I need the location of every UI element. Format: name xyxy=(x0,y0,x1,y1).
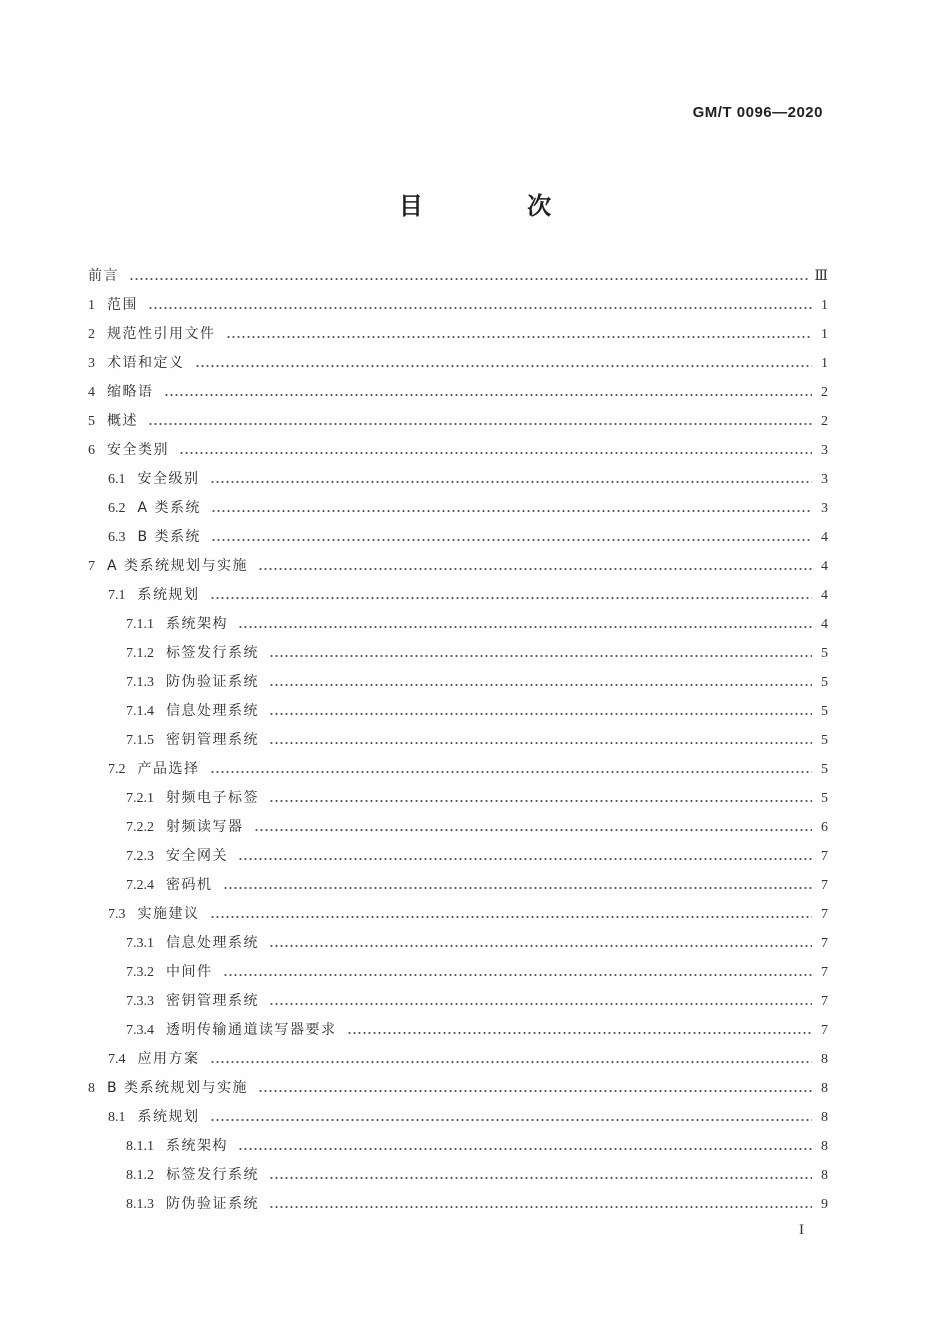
toc-entry-number: 7.1.2 xyxy=(126,646,154,661)
toc-entry-page-number: 8 xyxy=(821,1168,828,1183)
toc-entry[interactable] xyxy=(88,1045,828,1074)
dot-leader xyxy=(269,1206,812,1208)
toc-entry-title: A 类系统 xyxy=(137,500,202,516)
dot-leader xyxy=(195,365,813,367)
page-title: 目 次 xyxy=(398,192,600,220)
toc-entry-number: 7.3 xyxy=(108,907,126,922)
toc-entry-number: 7.2 xyxy=(108,762,126,777)
toc-entry-number: 7.3.3 xyxy=(126,994,154,1009)
dot-leader xyxy=(238,858,812,860)
toc-entry-page-number: 8 xyxy=(821,1139,828,1154)
toc-entry-title: A 类系统规划与实施 xyxy=(107,558,249,574)
toc-entry-page-number: 5 xyxy=(821,675,828,690)
toc-entry[interactable] xyxy=(88,465,828,494)
dot-leader xyxy=(254,829,813,831)
toc-entry-title: 密钥管理系统 xyxy=(166,993,259,1009)
toc-entry-page-number: 5 xyxy=(821,791,828,806)
toc-entry-number: 5 xyxy=(88,414,95,429)
toc-entry[interactable] xyxy=(88,523,828,552)
toc-entry-title: 防伪验证系统 xyxy=(166,1196,259,1212)
toc-entry-number: 7.1.3 xyxy=(126,675,154,690)
toc-entry-title: 标签发行系统 xyxy=(166,1167,259,1183)
toc-entry[interactable] xyxy=(88,610,828,639)
toc-entry-page-number: 3 xyxy=(821,472,828,487)
toc-entry[interactable] xyxy=(88,755,828,784)
toc-entry-number: 7.3.1 xyxy=(126,936,154,951)
toc-entry-title: B 类系统规划与实施 xyxy=(107,1080,249,1096)
dot-leader xyxy=(269,945,812,947)
dot-leader xyxy=(179,452,812,454)
toc-entry-title: 安全级别 xyxy=(137,471,200,487)
toc-entry-page-number: 7 xyxy=(821,878,828,893)
dot-leader xyxy=(148,423,812,425)
toc-entry[interactable] xyxy=(88,349,828,378)
toc-entry[interactable] xyxy=(88,871,828,900)
toc-entry-page-number: 7 xyxy=(821,994,828,1009)
toc-entry-title: 产品选择 xyxy=(137,761,200,777)
toc-entry-title: 信息处理系统 xyxy=(166,703,259,719)
toc-entry[interactable] xyxy=(88,958,828,987)
toc-entry-number: 2 xyxy=(88,327,95,342)
toc-entry-page-number: 7 xyxy=(821,849,828,864)
toc-entry-title: 中间件 xyxy=(166,964,213,980)
toc-entry-number: 7.2.4 xyxy=(126,878,154,893)
dot-leader xyxy=(269,655,812,657)
toc-entry[interactable] xyxy=(88,552,828,581)
toc-entry-number: 7 xyxy=(88,559,95,574)
toc-entry-title: 缩略语 xyxy=(107,384,154,400)
toc-entry-page-number: 5 xyxy=(821,733,828,748)
toc-entry-page-number: 4 xyxy=(821,617,828,632)
toc-entry-number: 4 xyxy=(88,385,95,400)
dot-leader xyxy=(347,1032,813,1034)
toc-entry-page-number: 3 xyxy=(821,501,828,516)
toc-entry-number: 6.3 xyxy=(108,530,126,545)
toc-entry-page-number: Ⅲ xyxy=(814,269,828,284)
toc-entry-page-number: 8 xyxy=(821,1081,828,1096)
dot-leader xyxy=(148,307,812,309)
toc-entry-number: 6.2 xyxy=(108,501,126,516)
toc-entry-page-number: 7 xyxy=(821,965,828,980)
table-of-contents xyxy=(88,262,828,1219)
toc-entry[interactable] xyxy=(88,581,828,610)
toc-entry[interactable] xyxy=(88,929,828,958)
dot-leader xyxy=(164,394,813,396)
toc-entry-title: 概述 xyxy=(107,413,138,429)
toc-entry[interactable] xyxy=(88,726,828,755)
dot-leader xyxy=(258,568,812,570)
toc-entry-number: 3 xyxy=(88,356,95,371)
toc-entry-title: B 类系统 xyxy=(137,529,202,545)
toc-entry-title: 系统架构 xyxy=(166,1138,228,1154)
toc-entry-page-number: 3 xyxy=(821,443,828,458)
toc-entry-title: 防伪验证系统 xyxy=(166,674,259,690)
toc-entry-title: 密钥管理系统 xyxy=(166,732,259,748)
toc-entry[interactable] xyxy=(88,378,828,407)
dot-leader xyxy=(258,1090,812,1092)
toc-entry-page-number: 2 xyxy=(821,414,828,429)
toc-entry-number: 7.3.4 xyxy=(126,1023,154,1038)
toc-entry-number: 7.1.1 xyxy=(126,617,154,632)
toc-entry-title: 透明传输通道读写器要求 xyxy=(166,1022,337,1038)
toc-entry[interactable] xyxy=(88,1161,828,1190)
toc-entry-number: 7.2.3 xyxy=(126,849,154,864)
toc-entry-title: 规范性引用文件 xyxy=(107,326,216,342)
toc-entry-page-number: 7 xyxy=(821,907,828,922)
toc-entry-title: 应用方案 xyxy=(137,1051,200,1067)
toc-entry[interactable] xyxy=(88,436,828,465)
dot-leader xyxy=(238,626,812,628)
toc-entry-page-number: 4 xyxy=(821,530,828,545)
dot-leader xyxy=(269,713,812,715)
toc-entry-title: 前言 xyxy=(88,268,119,284)
toc-entry-page-number: 1 xyxy=(821,298,828,313)
toc-entry-number: 1 xyxy=(88,298,95,313)
dot-leader xyxy=(223,974,813,976)
toc-entry[interactable] xyxy=(88,1016,828,1045)
toc-entry-number: 7.1 xyxy=(108,588,126,603)
toc-entry-page-number: 2 xyxy=(821,385,828,400)
dot-leader xyxy=(226,336,813,338)
toc-entry-page-number: 1 xyxy=(821,356,828,371)
dot-leader xyxy=(269,684,812,686)
toc-entry[interactable] xyxy=(88,697,828,726)
toc-entry-number: 8.1.3 xyxy=(126,1197,154,1212)
toc-entry-title: 术语和定义 xyxy=(107,355,185,371)
toc-entry-page-number: 5 xyxy=(821,646,828,661)
toc-entry-number: 6.1 xyxy=(108,472,126,487)
toc-entry-number: 7.4 xyxy=(108,1052,126,1067)
dot-leader xyxy=(269,1003,812,1005)
toc-entry-title: 信息处理系统 xyxy=(166,935,259,951)
toc-entry-page-number: 8 xyxy=(821,1052,828,1067)
dot-leader xyxy=(210,916,813,918)
toc-entry-number: 7.1.4 xyxy=(126,704,154,719)
toc-entry[interactable] xyxy=(88,842,828,871)
dot-leader xyxy=(210,1061,813,1063)
toc-entry[interactable] xyxy=(88,987,828,1016)
toc-entry[interactable] xyxy=(88,291,828,320)
dot-leader xyxy=(211,539,812,541)
dot-leader xyxy=(210,597,813,599)
dot-leader xyxy=(210,1119,813,1121)
dot-leader xyxy=(269,800,812,802)
toc-entry-number: 8.1 xyxy=(108,1110,126,1125)
toc-entry-page-number: 6 xyxy=(821,820,828,835)
toc-entry[interactable] xyxy=(88,668,828,697)
toc-entry[interactable] xyxy=(88,1190,828,1219)
toc-entry-title: 范围 xyxy=(107,297,138,313)
toc-entry-title: 系统架构 xyxy=(166,616,228,632)
toc-entry[interactable] xyxy=(88,262,828,291)
toc-entry-number: 7.3.2 xyxy=(126,965,154,980)
page-folio: I xyxy=(799,1222,804,1238)
toc-entry[interactable] xyxy=(88,494,828,523)
toc-entry-number: 7.2.1 xyxy=(126,791,154,806)
dot-leader xyxy=(269,1177,812,1179)
dot-leader xyxy=(269,742,812,744)
toc-entry-title: 射频读写器 xyxy=(166,819,244,835)
toc-entry-number: 8.1.1 xyxy=(126,1139,154,1154)
toc-entry-number: 7.2.2 xyxy=(126,820,154,835)
dot-leader xyxy=(211,510,812,512)
toc-entry-page-number: 5 xyxy=(821,762,828,777)
toc-entry-title: 系统规划 xyxy=(137,1109,200,1125)
dot-leader xyxy=(210,771,813,773)
toc-entry[interactable] xyxy=(88,320,828,349)
toc-entry[interactable] xyxy=(88,1074,828,1103)
toc-entry-page-number: 7 xyxy=(821,936,828,951)
toc-entry-page-number: 4 xyxy=(821,559,828,574)
toc-entry-title: 标签发行系统 xyxy=(166,645,259,661)
toc-entry[interactable] xyxy=(88,784,828,813)
toc-entry[interactable] xyxy=(88,900,828,929)
dot-leader xyxy=(223,887,813,889)
dot-leader xyxy=(129,278,808,280)
dot-leader xyxy=(238,1148,812,1150)
dot-leader xyxy=(210,481,813,483)
toc-entry-title: 实施建议 xyxy=(137,906,200,922)
toc-entry[interactable] xyxy=(88,639,828,668)
toc-entry[interactable] xyxy=(88,1103,828,1132)
toc-entry-page-number: 9 xyxy=(821,1197,828,1212)
toc-entry[interactable] xyxy=(88,407,828,436)
toc-entry-title: 射频电子标签 xyxy=(166,790,259,806)
toc-entry-title: 安全类别 xyxy=(107,442,169,458)
standard-code: GM/T 0096—2020 xyxy=(692,104,823,121)
toc-entry[interactable] xyxy=(88,813,828,842)
toc-entry-page-number: 5 xyxy=(821,704,828,719)
toc-entry-number: 8 xyxy=(88,1081,95,1096)
toc-entry-page-number: 8 xyxy=(821,1110,828,1125)
toc-entry-number: 7.1.5 xyxy=(126,733,154,748)
toc-entry-number: 6 xyxy=(88,443,95,458)
toc-entry-number: 8.1.2 xyxy=(126,1168,154,1183)
toc-entry-page-number: 1 xyxy=(821,327,828,342)
toc-entry-title: 安全网关 xyxy=(166,848,228,864)
toc-entry-title: 系统规划 xyxy=(137,587,200,603)
toc-entry-page-number: 4 xyxy=(821,588,828,603)
toc-entry-page-number: 7 xyxy=(821,1023,828,1038)
toc-entry-title: 密码机 xyxy=(166,877,213,893)
toc-entry[interactable] xyxy=(88,1132,828,1161)
